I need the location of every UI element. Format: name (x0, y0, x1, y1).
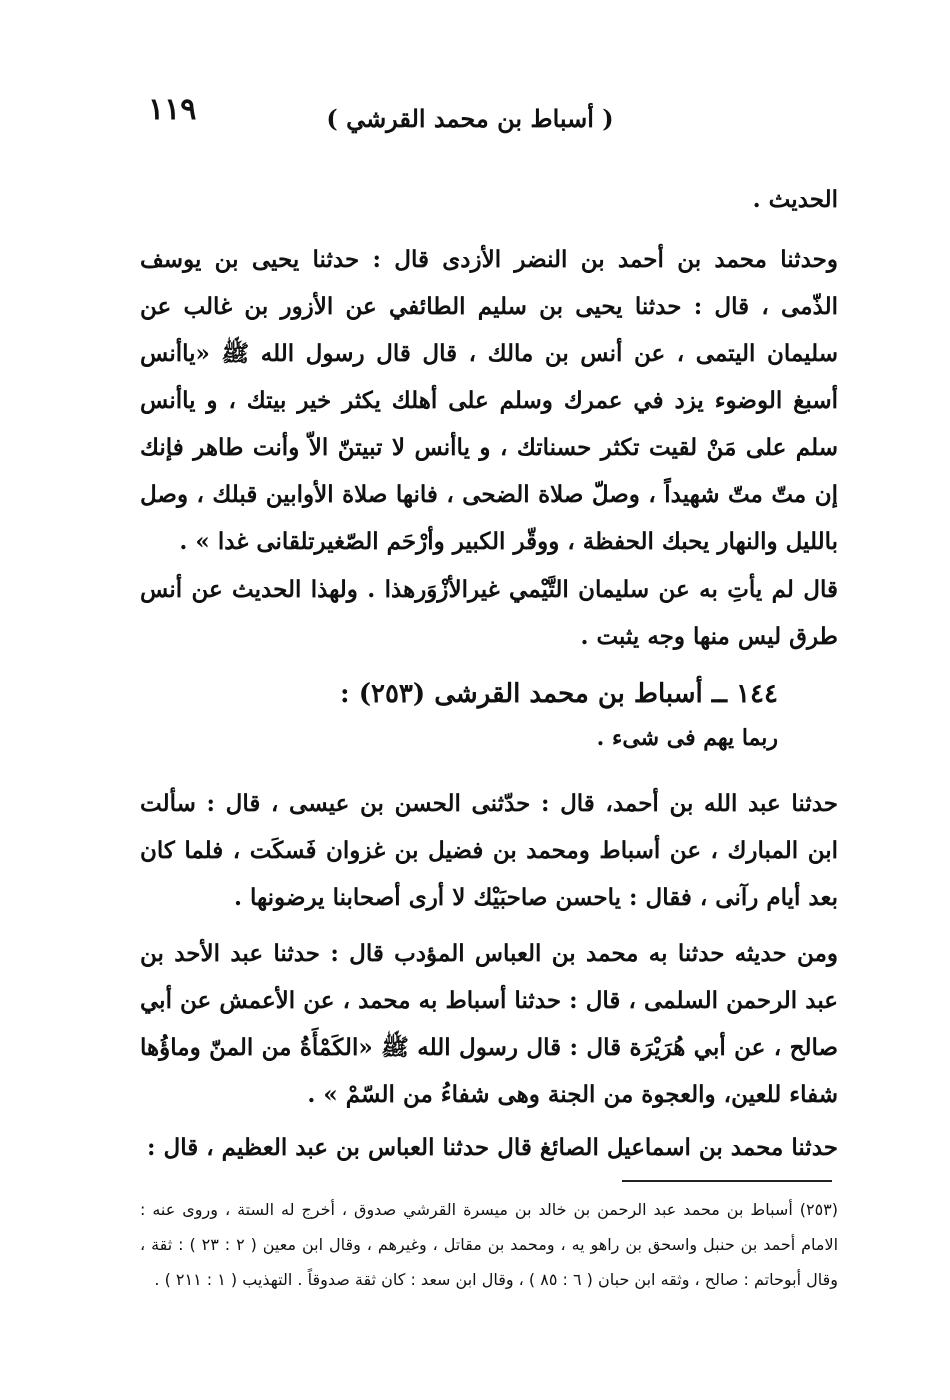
running-header: ( أسباط بن محمد القرشي ) (326, 104, 614, 133)
paragraph-ibn-mubarak: حدثنا عبد الله بن أحمد، قال : حدّثنى الحسن بن عيسى ، قال : سألت ابن المبارك ، عن أسباط ومحمد بن فضيل بن غزوان فَسكَت ، فلما كان بعد أيام رآنى ، فقال : ياحسن صاحبَيْك لا أرى أصحابنا يرضونها . (140, 790, 838, 911)
paragraph-second-hadith: ومن حديثه حدثنا به محمد بن العباس المؤدب قال : حدثنا عبد الأحد بن عبد الرحمن السلمى ، قال : حدثنا أسباط به محمد ، عن الأعمش عن أبي صالح ، عن أبي هُرَيْرَة قال : قال رسول الله ﷺ «الكَمْأَةُ من المنّ وماؤُها شفاء للعين، والعجوة من الجنة وهى شفاءُ من السّمْ » . (140, 940, 838, 1108)
page-number: ١١٩ (148, 92, 197, 127)
paragraph-first-hadith: وحدثنا محمد بن أحمد بن النضر الأزدى قال : حدثنا يحيى بن يوسف الذّمى ، قال : حدثنا يحيى بن سليم الطائفي عن الأزور بن غالب عن سليمان اليتمى ، عن أنس بن مالك ، قال قال رسول الله ﷺ «ياأنس أسبغ الوضوء يزد في عمرك وسلم على أهلك يكثر خير بيتك ، و ياأنس سلم على مَنْ لقيت تكثر حسناتك ، و ياأنس لا تبيتنّ الاّ وأنت طاهر فإنك إن متّ متّ شهيداً ، وصلّ صلاة الضحى ، فانها صلاة الأوابين قبلك ، وصل بالليل والنهار يحبك الحفظة ، ووقّر الكبير وأرْحَم الصّغيرتلقانى غدا » . (140, 246, 838, 555)
entry-note: ربما يهم فى شىء . (596, 725, 778, 751)
footnote: (٢٥٣) أسباط بن محمد عبد الرحمن بن خالد بن ميسرة القرشي صدوق ، أخرج له الستة ، وروى عنه : الامام أحمد بن حنبل واسحق بن راهو يه ، ومحمد بن مقاتل ، وغيرهم ، وقال ابن معين ( ٢ : ٢٣ ) : ثقة ، وقال أبوحاتم : صالح ، وثقه ابن حبان ( ٦ : ٨٥ ) ، وقال ابن سعد : كان ثقة صدوقاً . التهذيب ( ١ : ٢١١ ) . (140, 1200, 839, 1289)
paragraph-last-line: حدثنا محمد بن اسماعيل الصائغ قال حدثنا العباس بن عبد العظيم ، قال : (147, 1134, 838, 1161)
paragraph-hadith-end: الحديث . (752, 186, 838, 213)
footnote-divider (622, 1180, 832, 1182)
paragraph-commentary: قال لم يأتِ به عن سليمان التَّيْمي غيرالأزْوَرهذا . ولهذا الحديث عن أنس طرق ليس منها وجه يثبت . (140, 576, 838, 650)
entry-heading: ١٤٤ ــ أسباط بن محمد القرشى (٢٥٣) : (340, 679, 778, 709)
